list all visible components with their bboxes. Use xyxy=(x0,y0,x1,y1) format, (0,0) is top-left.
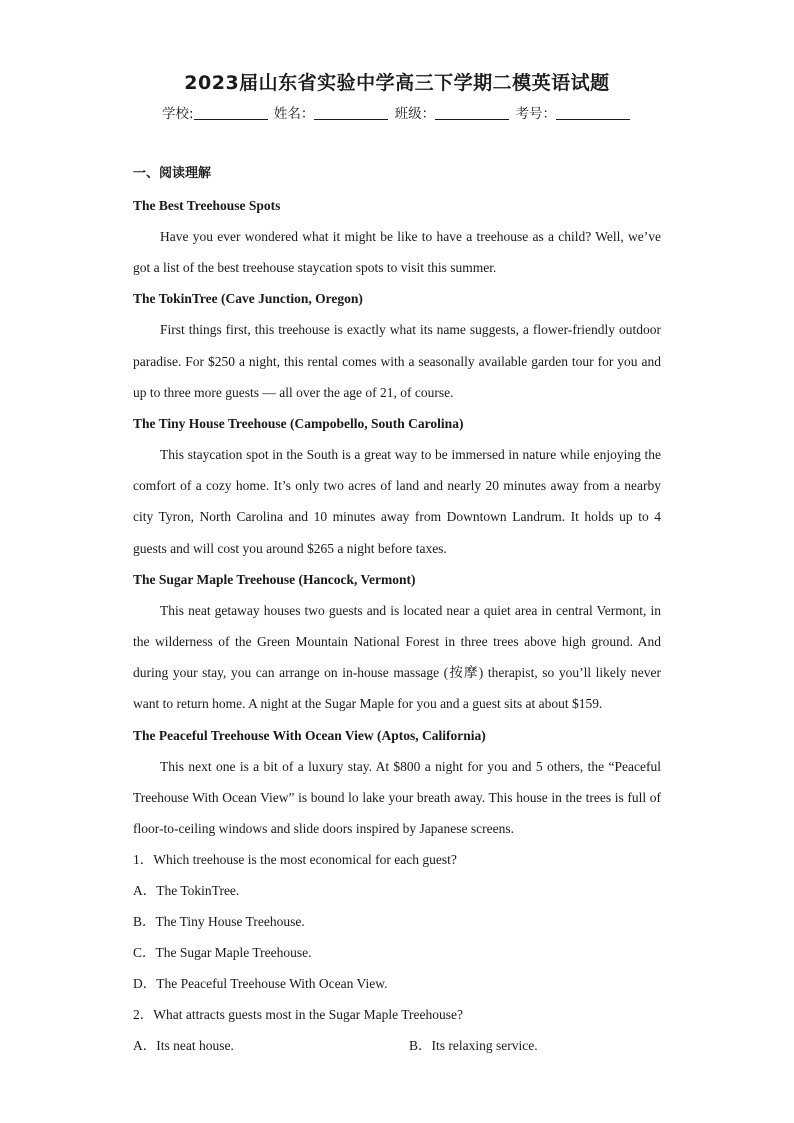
article-title: The Best Treehouse Spots xyxy=(133,198,281,213)
exam-number-blank[interactable] xyxy=(556,105,630,120)
school-blank[interactable] xyxy=(194,105,268,120)
section-heading: 一、阅读理解 xyxy=(133,166,212,181)
option-c[interactable]: C．The Sugar Maple Treehouse. xyxy=(133,945,312,961)
class-blank[interactable] xyxy=(435,105,509,120)
option-a[interactable]: A．Its neat house. xyxy=(133,1038,234,1054)
question-stem: 1．Which treehouse is the most economical for each guest? xyxy=(133,852,457,868)
question-stem: 2．What attracts guests most in the Sugar Maple Treehouse? xyxy=(133,1007,463,1023)
name-blank[interactable] xyxy=(314,105,388,120)
option-a[interactable]: A．The TokinTree. xyxy=(133,883,240,899)
school-label: 学校: xyxy=(162,106,194,122)
name-label: 姓名： xyxy=(273,106,315,122)
spot-heading: The Tiny House Treehouse (Campobello, South Carolina) xyxy=(133,416,464,432)
spot-heading: The Peaceful Treehouse With Ocean View (Aptos, California) xyxy=(133,727,486,743)
article-intro: Have you ever wondered what it might be like to have a treehouse as a child? Well, we’ve got a list of the best treehouse staycation spots to visit this summer. xyxy=(133,229,661,276)
exam-title: 2023届山东省实验中学高三下学期二模英语试题 xyxy=(184,72,610,94)
spot-text: This neat getaway houses two guests and is located near a quiet area in central Vermont, in the wilderness of the Green Mountain National Forest in three trees above high ground. And during your stay, you can arrange on in-house massage (按摩) therapist, so you’ll likely never want to return home. A night at the Sugar Maple for you and a guest sits at about $159. xyxy=(133,602,661,712)
spot-text: This next one is a bit of a luxury stay. At $800 a night for you and 5 others, the “Peaceful Treehouse With Ocean View” is bound lo lake your breath away. This house in the trees is full of floor-to-ceiling windows and slide doors inspired by Japanese screens. xyxy=(133,758,661,837)
spot-text: First things first, this treehouse is exactly what its name suggests, a flower-friendly outdoor paradise. For $250 a night, this rental comes with a seasonally available garden tour for you and up to three more guests — all over the age of 21, of course. xyxy=(133,322,661,400)
spot-heading: The TokinTree (Cave Junction, Oregon) xyxy=(133,291,363,307)
option-b[interactable]: B．Its relaxing service. xyxy=(409,1038,538,1054)
spot-heading: The Sugar Maple Treehouse (Hancock, Vermont) xyxy=(133,571,416,587)
option-b[interactable]: B．The Tiny House Treehouse. xyxy=(133,914,305,930)
option-d[interactable]: D．The Peaceful Treehouse With Ocean View. xyxy=(133,976,388,992)
class-label: 班级： xyxy=(394,106,436,122)
exam-number-label: 考号： xyxy=(515,106,556,122)
exam-content xyxy=(133,160,661,1061)
options-row xyxy=(133,1030,661,1061)
spot-text: This staycation spot in the South is a great way to be immersed in nature while enjoying the comfort of a cozy home. It’s only two acres of land and nearly 20 minutes away from a nearby city Tyron, North Carolina and 10 minutes away from Downtown Landrum. It holds up to 4 guests and will cost you around $265 a night before taxes. xyxy=(133,447,661,556)
student-info-line xyxy=(0,102,794,122)
